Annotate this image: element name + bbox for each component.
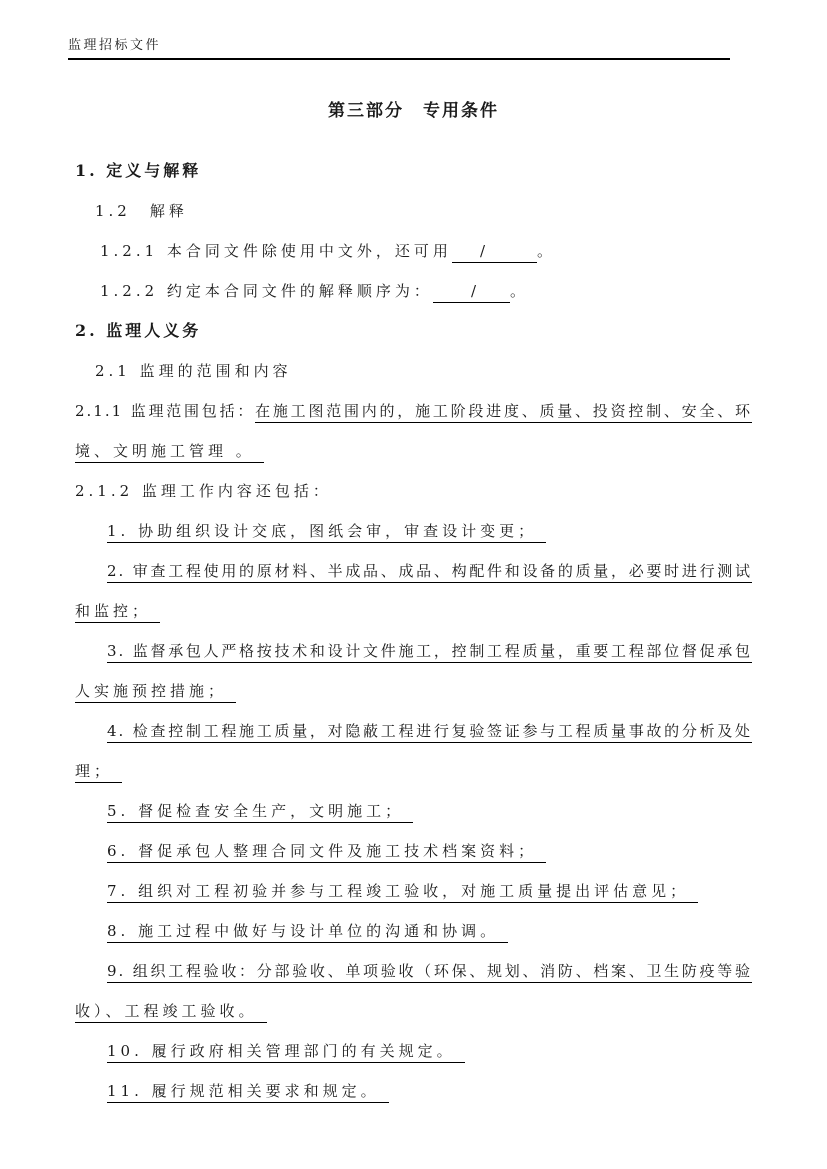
list-item-7-text: 7. 组织对工程初验并参与工程竣工验收，对施工质量提出评估意见； bbox=[107, 882, 698, 903]
heading-1-2-interpretation: 1.2 解释 bbox=[95, 202, 188, 220]
list-item-3-cont bbox=[75, 671, 752, 711]
list-item-3-text-cont: 人实施预控措施； bbox=[75, 682, 236, 703]
list-item-2 bbox=[75, 551, 752, 591]
list-item-9 bbox=[75, 951, 752, 991]
clause-1-2-2 bbox=[75, 271, 752, 311]
header-text: 监理招标文件 bbox=[68, 38, 162, 53]
list-item-11-text: 11. 履行规范相关要求和规定。 bbox=[107, 1082, 389, 1103]
list-item-10-text: 10. 履行政府相关管理部门的有关规定。 bbox=[107, 1042, 465, 1063]
list-item-2-text: 2. 审查工程使用的原材料、半成品、成品、构配件和设备的质量，必要时进行测试 bbox=[107, 562, 752, 583]
period: 。 bbox=[510, 282, 530, 300]
list-item-2-cont bbox=[75, 591, 752, 631]
list-item-5-text: 5. 督促检查安全生产，文明施工； bbox=[107, 802, 413, 823]
clause-2-1-1-filled-text-cont: 境、文明施工管理 。 bbox=[75, 442, 264, 463]
clause-2-1-1-line1 bbox=[75, 391, 752, 431]
heading-1-definitions: 1. 定义与解释 bbox=[75, 161, 202, 180]
clause-2-1-1-line2 bbox=[75, 431, 752, 471]
slash-separator: / bbox=[470, 282, 480, 300]
list-item-9-text: 9. 组织工程验收：分部验收、单项验收（环保、规划、消防、档案、卫生防疫等验 bbox=[107, 962, 752, 983]
heading-2-1-scope: 2.1 监理的范围和内容 bbox=[95, 362, 292, 380]
clause-2-1-2-label: 2.1.2 监理工作内容还包括： bbox=[75, 482, 332, 500]
list-item-6-text: 6. 督促承包人整理合同文件及施工技术档案资料； bbox=[107, 842, 546, 863]
clause-1-2-2-text: 1.2.2 约定本合同文件的解释顺序为： bbox=[100, 282, 433, 300]
list-item-9-cont bbox=[75, 991, 752, 1031]
fill-in-blank-priority bbox=[433, 282, 510, 303]
list-item-9-text-cont: 收）、工程竣工验收。 bbox=[75, 1002, 267, 1023]
list-item-8 bbox=[75, 911, 752, 951]
list-item-4-cont bbox=[75, 751, 752, 791]
page-header bbox=[68, 34, 730, 60]
heading-2-obligations: 2. 监理人义务 bbox=[75, 321, 202, 340]
clause-1-2-1-text: 1.2.1 本合同文件除使用中文外，还可用 bbox=[100, 242, 452, 260]
list-item-1 bbox=[75, 511, 752, 551]
doc-title: 第三部分 专用条件 bbox=[328, 101, 499, 121]
list-item-11 bbox=[75, 1071, 752, 1111]
list-item-2-text-cont: 和监控； bbox=[75, 602, 160, 623]
list-item-10 bbox=[75, 1031, 752, 1071]
fill-in-blank-languages bbox=[452, 242, 537, 263]
list-item-5 bbox=[75, 791, 752, 831]
clause-1-2-1 bbox=[75, 231, 752, 271]
list-item-4 bbox=[75, 711, 752, 751]
list-item-3-text: 3. 监督承包人严格按技术和设计文件施工，控制工程质量，重要工程部位督促承包 bbox=[107, 642, 752, 663]
list-item-4-text-cont: 理； bbox=[75, 762, 122, 783]
list-item-8-text: 8. 施工过程中做好与设计单位的沟通和协调。 bbox=[107, 922, 508, 943]
period: 。 bbox=[537, 242, 557, 260]
slash-separator: / bbox=[479, 242, 489, 260]
clause-2-1-1-filled-text: 在施工图范围内的，施工阶段进度、质量、投资控制、安全、环 bbox=[255, 402, 752, 423]
list-item-1-text: 1. 协助组织设计交底，图纸会审，审查设计变更； bbox=[107, 522, 546, 543]
list-item-3 bbox=[75, 631, 752, 671]
clause-2-1-1-label: 2.1.1 监理范围包括： bbox=[75, 402, 256, 420]
list-item-4-text: 4. 检查控制工程施工质量，对隐蔽工程进行复验签证参与工程质量事故的分析及处 bbox=[107, 722, 752, 743]
list-item-7 bbox=[75, 871, 752, 911]
doc-body bbox=[75, 151, 752, 1111]
list-item-6 bbox=[75, 831, 752, 871]
